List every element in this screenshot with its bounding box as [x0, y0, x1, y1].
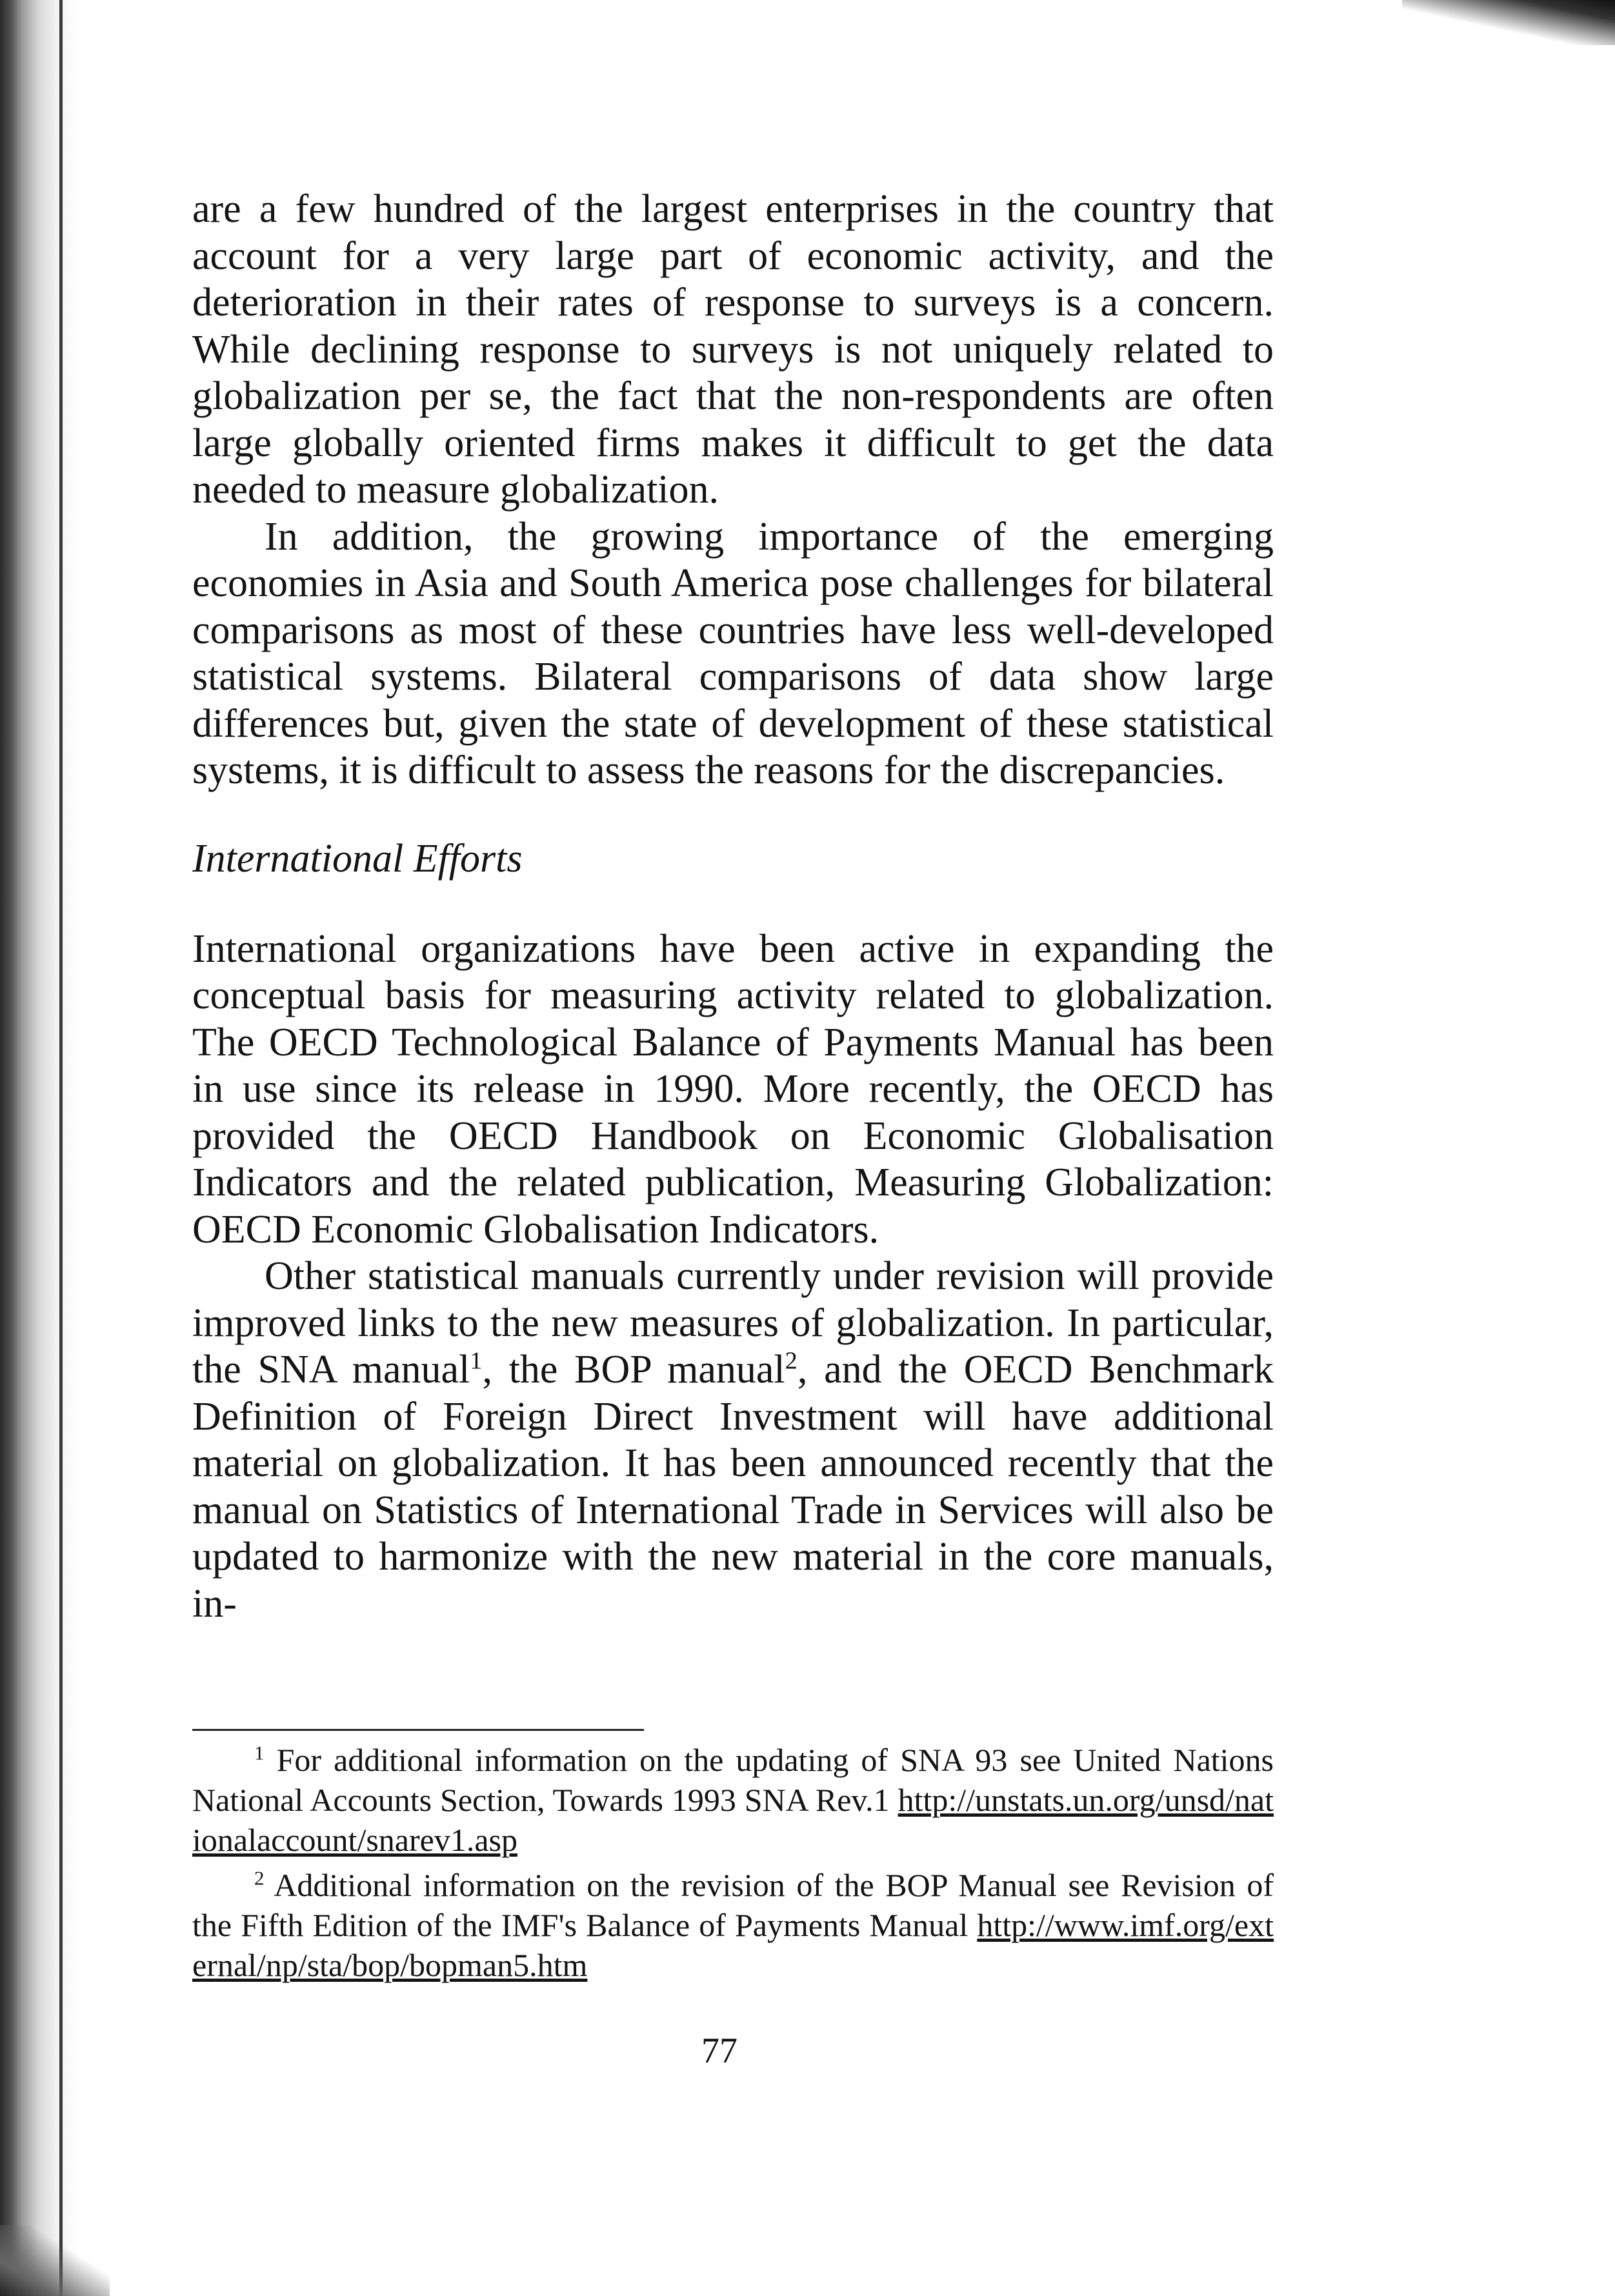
- footnote-2-link[interactable]: http://www.imf.org/external/np/sta/bop/bopman5.htm: [192, 1907, 1274, 1983]
- footnote-divider: [192, 1729, 644, 1731]
- spacer: [192, 882, 1274, 926]
- scan-corner-shadow: [1402, 0, 1615, 45]
- paragraph-3: International organizations have been active in expanding the conceptual basis for measuring activity related to globalization. The OECD Technological Balance of Payments Manual has been in use since its release in 1990. More recently, the OECD has provided the OECD Handbook on Economic Globalisation Indicators and the related publication, Measuring Globalization: OECD Economic Globalisation Indicators.: [192, 926, 1274, 1252]
- page-curl-shadow: [0, 2225, 110, 2296]
- footnote-2-marker: 2: [254, 1866, 265, 1890]
- paragraph-4-text-a: Other statistical manuals currently under revision will provide improved links to the new measures of globalization. In particular, the SNA manual: [192, 1254, 1274, 1392]
- spacer: [192, 794, 1274, 835]
- footnote-1-link[interactable]: http://unstats.un.org/unsd/nationalaccount/snarev1.asp: [192, 1782, 1274, 1858]
- book-spine-shadow: [0, 0, 77, 2296]
- footnotes: [192, 1740, 1274, 1985]
- page-number: 77: [701, 2031, 737, 2071]
- paragraph-2: In addition, the growing importance of the emerging economies in Asia and South America pose challenges for bilateral comparisons as most of these countries have less well-developed statistical systems. Bilateral comparisons of data show large differences but, given the state of development of these statistical systems, it is difficult to assess the reasons for the discrepancies.: [192, 514, 1274, 792]
- paragraph-1: are a few hundred of the largest enterprises in the country that account for a very large part of economic activity, and the deterioration in their rates of response to surveys is a concern. While declining response to surveys is not uniquely related to globalization per se, the fact that the non-respondents are often large globally oriented firms makes it difficult to get the data needed to measure globalization.: [192, 187, 1274, 512]
- paragraph-4-text-b: , the BOP manual: [482, 1348, 785, 1392]
- paragraph-4-text-c: , and the OECD Benchmark Definition of Foreign Direct Investment will have additional material on globalization. It has been announced recently that the manual on Statistics of International Trade in Services will also be updated to harmonize with the new material in the core manuals, in-: [192, 1348, 1274, 1626]
- footnote-2-text: Additional information on the revision of the BOP Manual see Revision of the Fifth Edition of the IMF's Balance of Payments Manual: [192, 1867, 1274, 1943]
- footnote-ref-2[interactable]: 2: [785, 1347, 797, 1375]
- book-spine-edge: [59, 0, 63, 2296]
- footnote-2: [192, 1865, 1274, 1985]
- page-body: [192, 186, 1274, 1627]
- paragraph-4: [192, 1253, 1274, 1627]
- footnote-1: [192, 1740, 1274, 1860]
- footnote-ref-1[interactable]: 1: [470, 1347, 483, 1375]
- section-heading: International Efforts: [192, 836, 523, 881]
- footnote-1-text: For additional information on the updating of SNA 93 see United Nations National Accounts Section, Towards 1993 SNA Rev.1: [192, 1742, 1274, 1818]
- footnote-1-marker: 1: [254, 1741, 265, 1764]
